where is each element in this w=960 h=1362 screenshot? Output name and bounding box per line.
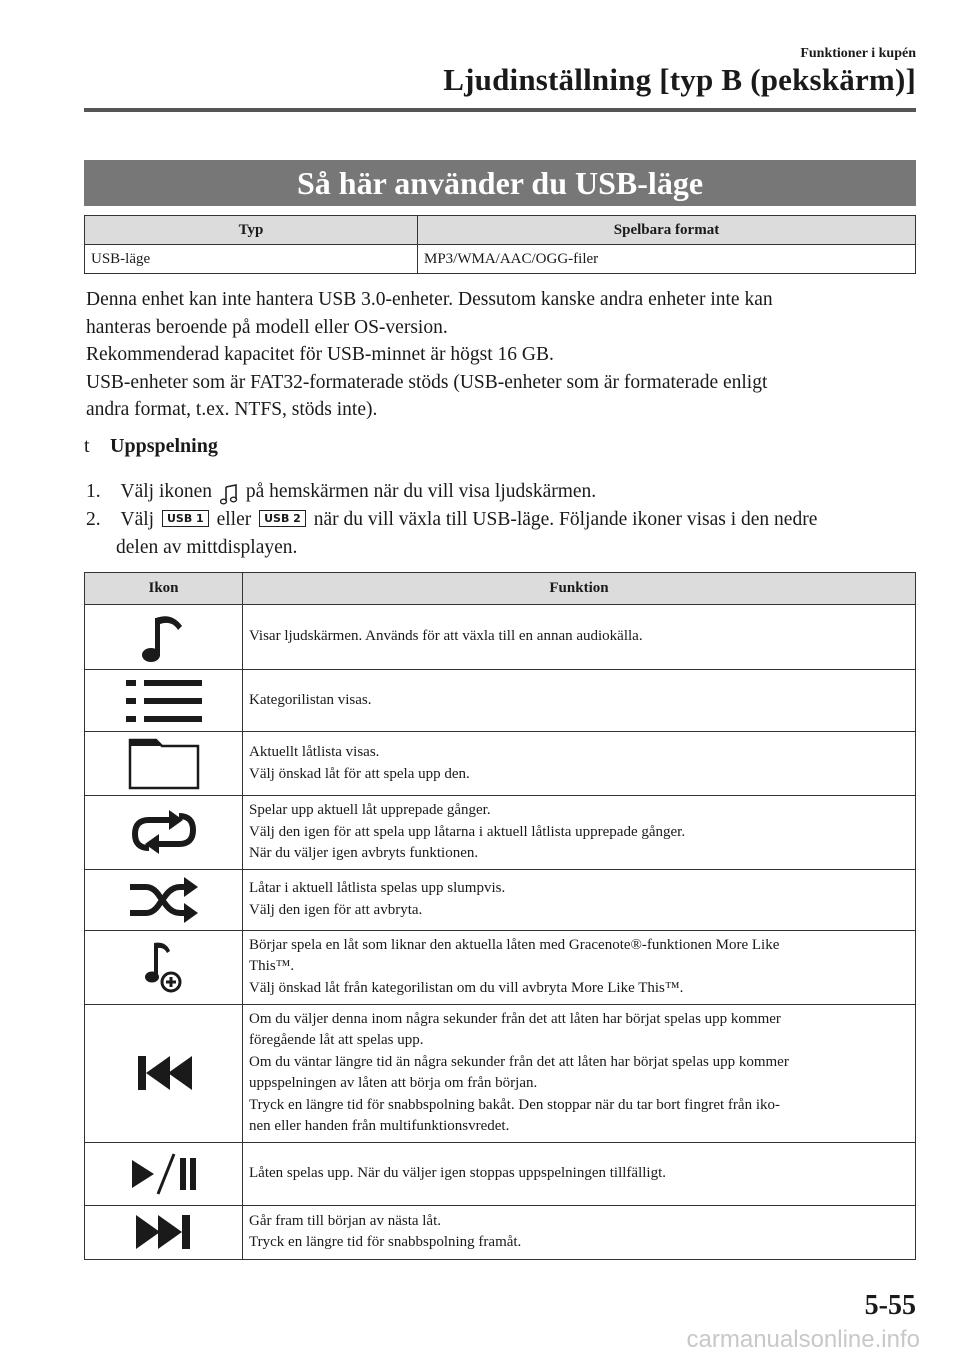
table-row <box>85 869 916 930</box>
step-1 <box>86 478 596 507</box>
format-table <box>84 215 916 274</box>
intro-line: andra format, t.ex. NTFS, stöds inte). <box>86 399 378 420</box>
header-rule <box>84 108 916 112</box>
step-2 <box>86 506 817 533</box>
function-line: Börjar spela en låt som liknar den aktuella låten med Gracenote®-funktionen More Like <box>249 936 780 953</box>
icon-table <box>84 572 916 1260</box>
icon-cell <box>85 869 243 930</box>
icon-cell <box>85 605 243 670</box>
icon-cell <box>85 732 243 796</box>
function-line: Välj önskad låt för att spela upp den. <box>249 765 470 782</box>
format-table-cell-formats: MP3/WMA/AAC/OGG-filer <box>418 245 916 274</box>
function-line: föregående låt att spelas upp. <box>249 1032 424 1048</box>
function-line: Kategorilistan visas. <box>249 691 372 708</box>
table-row <box>85 1004 916 1142</box>
step-text: eller <box>216 509 252 530</box>
function-line: nen eller handen från multifunktionsvredet. <box>249 1118 510 1134</box>
function-line: Tryck en längre tid för snabbspolning bakåt. Den stoppar när du tar bort fingret från iko- <box>249 1096 780 1113</box>
chapter-subtitle: Funktioner i kupén <box>800 46 916 61</box>
page-number: 5-55 <box>864 1290 916 1321</box>
function-line: Om du väljer denna inom några sekunder från det att låten har börjat spelas upp kommer <box>249 1010 781 1027</box>
table-row <box>85 1142 916 1205</box>
folder-icon <box>128 755 200 771</box>
function-line: Välj den igen för att spela upp låtarna i aktuell låtlista upprepade gånger. <box>249 823 686 840</box>
step-text: Välj <box>120 509 155 530</box>
icon-cell <box>85 796 243 870</box>
function-line: När du väljer igen avbryts funktionen. <box>249 845 479 861</box>
function-line: Tryck en längre tid för snabbspolning framåt. <box>249 1234 522 1250</box>
icon-cell <box>85 930 243 1004</box>
previous-track-icon <box>134 1064 194 1080</box>
function-line: Välj önskad låt från kategorilistan om du vill avbryta More Like This™. <box>249 979 684 996</box>
step-text: på hemskärmen när du vill visa ljudskärmen. <box>245 481 597 502</box>
function-cell <box>243 1142 916 1205</box>
intro-line: Rekommenderad kapacitet för USB-minnet är högst 16 GB. <box>86 344 554 365</box>
play-pause-icon <box>128 1165 200 1181</box>
music-note-icon <box>138 628 190 644</box>
intro-line: Denna enhet kan inte hantera USB 3.0-enheter. Dessutom kanske andra enheter inte kan <box>86 289 773 310</box>
section-heading-text: Uppspelning <box>110 435 218 457</box>
section-heading <box>84 435 218 458</box>
function-line: uppspelningen av låten att börja om från början. <box>249 1075 538 1091</box>
icon-table-header-function: Funktion <box>243 573 916 605</box>
function-cell <box>243 869 916 930</box>
format-table-header-type: Typ <box>85 216 418 245</box>
function-line: Låten spelas upp. När du väljer igen stoppas uppspelningen tillfälligt. <box>249 1164 666 1181</box>
function-cell <box>243 1004 916 1142</box>
step-text: Välj ikonen <box>120 481 213 502</box>
step-2-continuation: delen av mittdisplayen. <box>116 537 298 558</box>
icon-cell <box>85 1205 243 1259</box>
function-line: Låtar i aktuell låtlista spelas upp slumpvis. <box>249 880 506 896</box>
function-line: Visar ljudskärmen. Används för att växla till en annan audiokälla. <box>249 628 643 645</box>
category-list-icon <box>124 692 204 708</box>
step-number: 2. <box>86 509 101 530</box>
more-like-this-icon <box>144 958 184 974</box>
table-row <box>85 930 916 1004</box>
table-row <box>85 732 916 796</box>
section-bullet: t <box>84 435 90 457</box>
function-cell <box>243 732 916 796</box>
function-cell <box>243 796 916 870</box>
function-cell <box>243 605 916 670</box>
function-cell <box>243 930 916 1004</box>
function-line: Välj den igen för att avbryta. <box>249 901 423 918</box>
shuffle-icon <box>128 891 200 907</box>
step-text: när du vill växla till USB-läge. Följande ikoner visas i den nedre <box>313 509 818 530</box>
usb2-button-glyph: USB 2 <box>259 510 306 527</box>
usb1-button-glyph: USB 1 <box>162 510 209 527</box>
watermark: carmanualsonline.info <box>686 1326 920 1353</box>
function-line: Spelar upp aktuell låt upprepade gånger. <box>249 802 491 818</box>
function-line: Aktuellt låtlista visas. <box>249 744 380 760</box>
format-table-cell-type: USB-läge <box>85 245 418 274</box>
table-row <box>85 796 916 870</box>
table-row <box>85 670 916 732</box>
next-track-icon <box>134 1223 194 1239</box>
icon-cell <box>85 1142 243 1205</box>
function-line: Om du väntar längre tid än några sekunder från det att låten har börjat spelas upp kommer <box>249 1053 789 1070</box>
function-cell <box>243 670 916 732</box>
function-cell <box>243 1205 916 1259</box>
icon-cell <box>85 1004 243 1142</box>
function-line: Går fram till början av nästa låt. <box>249 1212 442 1229</box>
repeat-icon <box>131 824 197 840</box>
intro-line: hanteras beroende på modell eller OS-version. <box>86 316 448 338</box>
icon-cell <box>85 670 243 732</box>
intro-paragraph <box>86 286 916 424</box>
table-row <box>85 605 916 670</box>
function-line: This™. <box>249 958 295 975</box>
music-note-icon <box>220 480 238 507</box>
section-banner: Så här använder du USB-läge <box>84 160 916 206</box>
page-title: Ljudinställning [typ B (pekskärm)] <box>443 62 916 97</box>
step-number: 1. <box>86 481 101 502</box>
format-table-header-formats: Spelbara format <box>418 216 916 245</box>
intro-line: USB-enheter som är FAT32-formaterade stöds (USB-enheter som är formaterade enligt <box>86 371 768 393</box>
icon-table-header-icon: Ikon <box>85 573 243 605</box>
table-row <box>85 1205 916 1259</box>
